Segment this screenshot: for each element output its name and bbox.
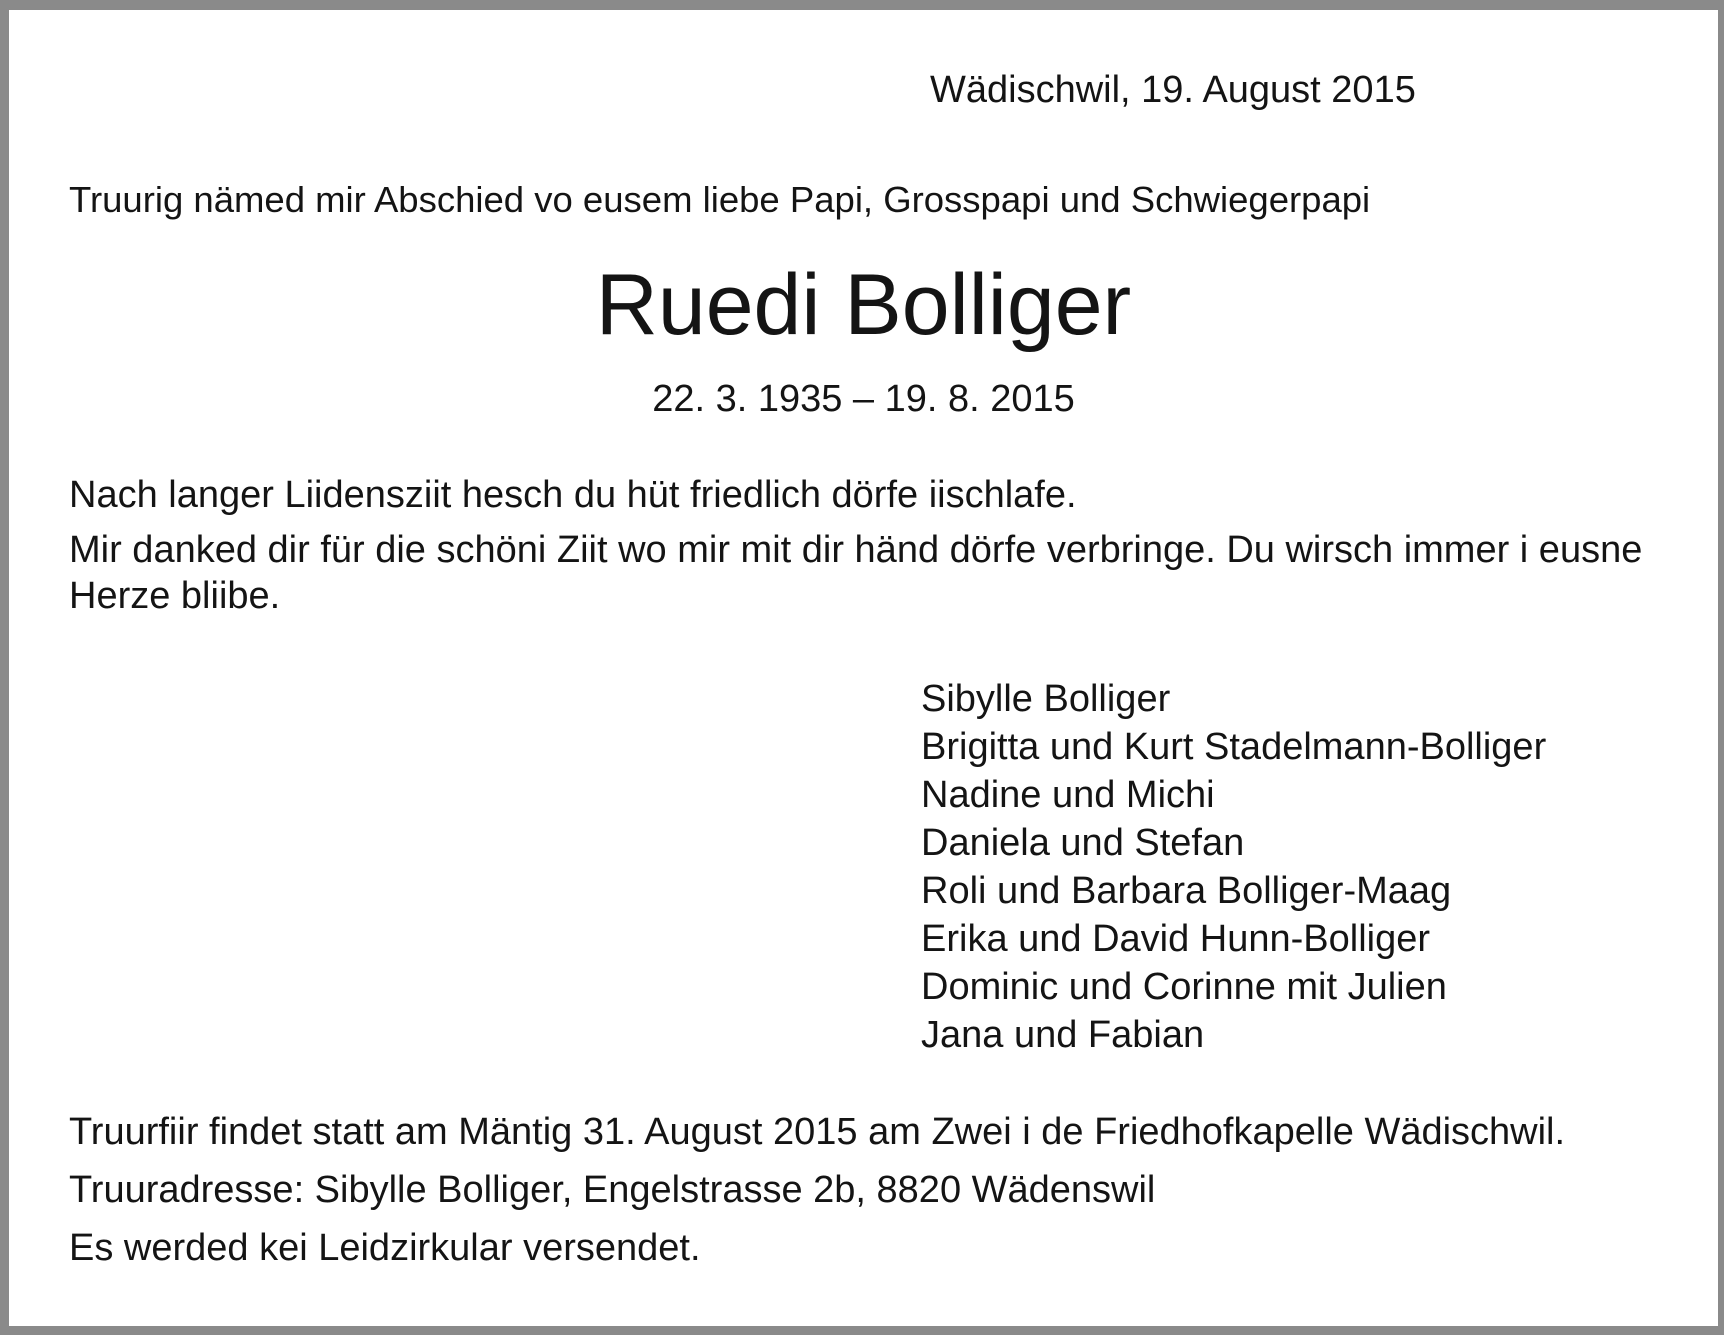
mourner-entry: Erika und David Hunn-Bolliger (921, 918, 1431, 960)
obituary-notice (9, 10, 1718, 1326)
mourning-address-line: Truuradresse: Sibylle Bolliger, Engelstrasse 2b, 8820 Wädenswil (69, 1169, 1156, 1211)
message-paragraph: Mir danked dir für die schöni Ziit wo mir mit dir händ dörfe verbringe. Du wirsch immer i eusne Herze bliibe. (69, 528, 1643, 618)
mourner-entry: Roli und Barbara Bolliger-Maag (921, 870, 1452, 912)
mourner-entry: Dominic und Corinne mit Julien (921, 966, 1447, 1008)
farewell-message (69, 472, 1669, 628)
place-date: Wädischwil, 19. August 2015 (930, 69, 1416, 111)
intro-line: Truurig nämed mir Abschied vo eusem liebe Papi, Grosspapi und Schwiegerpapi (69, 179, 1371, 220)
mourner-entry: Jana und Fabian (921, 1014, 1205, 1056)
message-paragraph: Nach langer Liidensziit hesch du hüt friedlich dörfe iischlafe. (69, 474, 1077, 516)
life-dates: 22. 3. 1935 – 19. 8. 2015 (652, 378, 1075, 420)
funeral-service-line: Truurfiir findet statt am Mäntig 31. August 2015 am Zwei i de Friedhofkapelle Wädischwil. (69, 1111, 1566, 1153)
mourners-list (921, 675, 1546, 1059)
mourner-entry: Brigitta und Kurt Stadelmann-Bolliger (921, 726, 1547, 768)
mourner-entry: Nadine und Michi (921, 774, 1215, 816)
mourner-entry: Daniela und Stefan (921, 822, 1245, 864)
mourner-entry: Sibylle Bolliger (921, 678, 1171, 720)
funeral-details (69, 1103, 1565, 1277)
no-circular-line: Es werded kei Leidzirkular versendet. (69, 1227, 701, 1269)
deceased-name: Ruedi Bolliger (595, 257, 1132, 353)
